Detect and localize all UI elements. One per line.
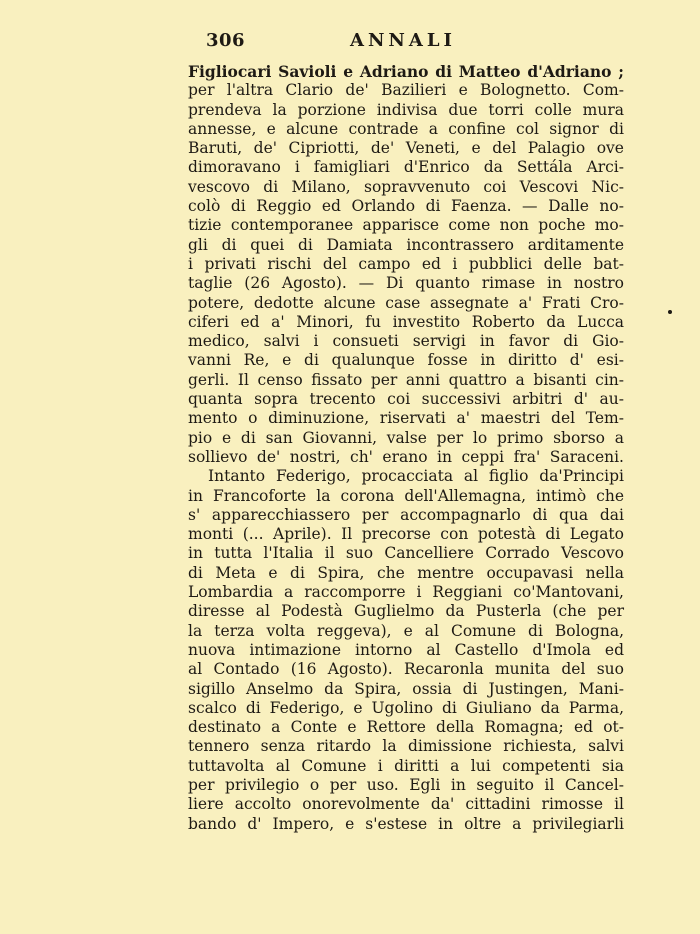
text-line: annesse, e alcune contrade a confine col signor di (188, 119, 624, 138)
text-line: tennero senza ritardo la dimissione richiesta, salvi (188, 737, 624, 756)
text-line: Lombardia a raccomporre i Reggiani co'Mantovani, (188, 583, 624, 602)
text-line: nuova intimazione intorno al Castello d'Imola ed (188, 640, 624, 659)
text-line: vanni Re, e di qualunque fosse in diritto d' esi- (188, 351, 624, 370)
text-line: potere, dedotte alcune case assegnate a' Frati Cro- (188, 293, 624, 312)
text-line: diresse al Podestà Guglielmo da Pusterla (che per (188, 602, 624, 621)
text-line: ciferi ed a' Minori, fu investito Roberto da Lucca (188, 312, 624, 331)
text-line: Intanto Federigo, procacciata al figlio da'Principi (208, 467, 624, 486)
text-line: vescovo di Milano, sopravvenuto coi Vescovi Nic- (188, 177, 624, 196)
text-line: colò di Reggio ed Orlando di Faenza. — Dalle no- (188, 197, 624, 216)
text-line: Figliocari Savioli e Adriano di Matteo d'Adriano ; (188, 62, 624, 81)
text-line: liere accolto onorevolmente da' cittadini rimosse il (188, 795, 624, 814)
text-line: sollievo de' nostri, ch' erano in ceppi fra' Saraceni. (188, 447, 624, 466)
text-line: prendeva la porzione indivisa due torri colle mura (188, 100, 624, 119)
text-line: medico, salvi i consueti servigi in favor di Gio- (188, 332, 624, 351)
text-line: pio e di san Giovanni, valse per lo primo sborso a (188, 428, 624, 447)
text-line: sigillo Anselmo da Spira, ossia di Justingen, Mani- (188, 679, 624, 698)
text-line: tuttavolta al Comune i diritti a lui competenti sia (188, 756, 624, 775)
text-line: i privati rischi del campo ed i pubblici delle bat- (188, 254, 624, 273)
text-line: al Contado (16 Agosto). Recaronla munita del suo (188, 660, 624, 679)
text-line: taglie (26 Agosto). — Di quanto rimase in nostro (188, 274, 624, 293)
text-line: in tutta l'Italia il suo Cancelliere Corrado Vescovo (188, 544, 624, 563)
page-number: 306 (206, 30, 246, 51)
text-line: scalco di Federigo, e Ugolino di Giuliano da Parma, (188, 698, 624, 717)
text-line: monti (... Aprile). Il precorse con potestà di Legato (188, 525, 624, 544)
text-line: per privilegio o per uso. Egli in seguito il Cancel- (188, 775, 624, 794)
text-line: dimoravano i famigliari d'Enrico da Settála Arci- (188, 158, 624, 177)
body-text (188, 62, 624, 834)
text-line: quanta sopra trecento coi successivi arbitri d' au- (188, 390, 624, 409)
margin-mark (668, 310, 672, 314)
text-line: in Francoforte la corona dell'Allemagna, intimò che (188, 486, 624, 505)
text-line: di Meta e di Spira, che mentre occupavasi nella (188, 563, 624, 582)
text-line: mento o diminuzione, riservati a' maestri del Tem- (188, 409, 624, 428)
text-line: gli di quei di Damiata incontrassero arditamente (188, 235, 624, 254)
text-line: gerli. Il censo fissato per anni quattro a bisanti cin- (188, 370, 624, 389)
text-line: per l'altra Clario de' Bazilieri e Bolognetto. Com- (188, 81, 624, 100)
text-line: la terza volta reggeva), e al Comune di Bologna, (188, 621, 624, 640)
text-line: tizie contemporanee apparisce come non poche mo- (188, 216, 624, 235)
running-head: ANNALI (350, 30, 456, 51)
text-line: Baruti, de' Cipriotti, de' Veneti, e del Palagio ove (188, 139, 624, 158)
text-line: bando d' Impero, e s'estese in oltre a privilegiarli (188, 814, 624, 833)
text-line: s' apparecchiassero per accompagnarlo di qua dai (188, 505, 624, 524)
text-line: destinato a Conte e Rettore della Romagna; ed ot- (188, 718, 624, 737)
